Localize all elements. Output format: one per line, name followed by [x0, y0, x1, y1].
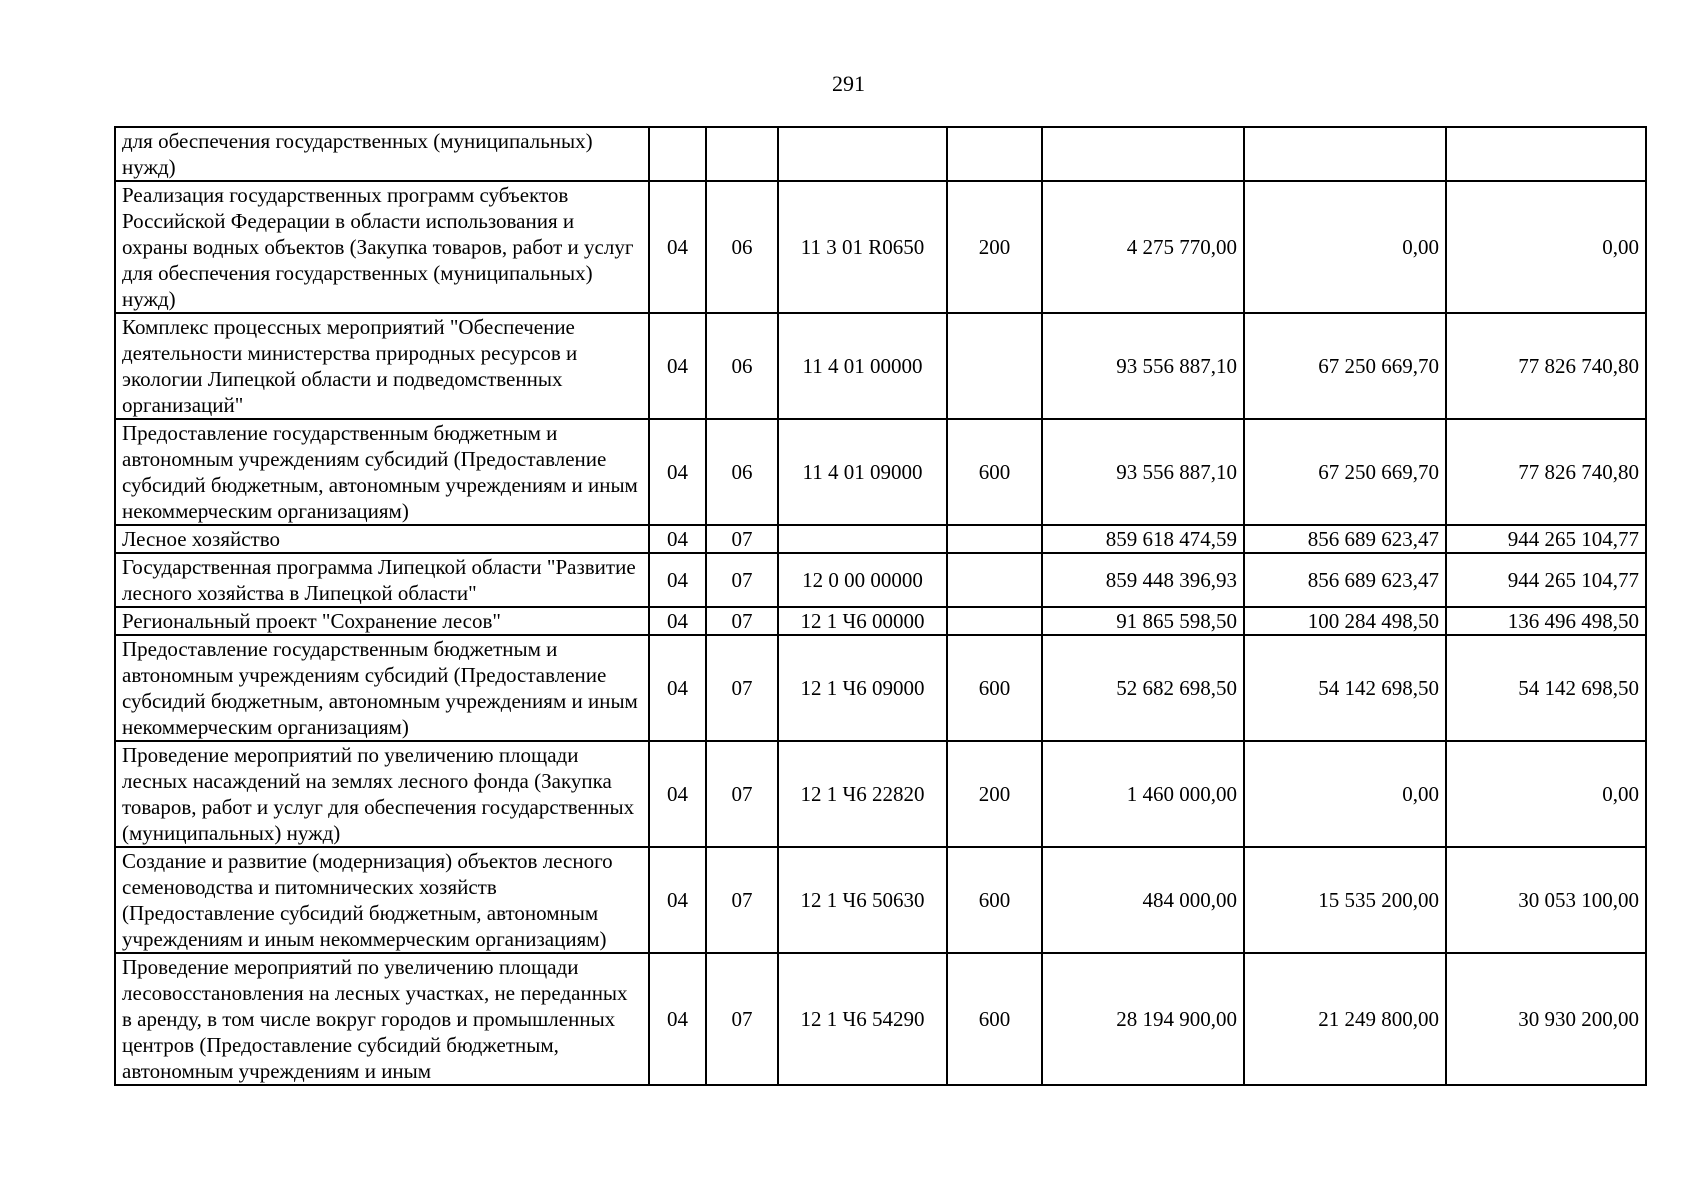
table-row: [115, 181, 1646, 313]
cell-amount-year1: 484 000,00: [1042, 847, 1244, 953]
cell-expense-type: 600: [947, 419, 1042, 525]
cell-description: Проведение мероприятий по увеличению площади лесовосстановления на лесных участках, не переданных в аренду, в том числе вокруг городов и промышленных центров (Предоставление субсидий бюджетным, автономным учреждениям и иным: [115, 953, 649, 1085]
table-row: [115, 127, 1646, 181]
cell-target-article: 12 1 Ч6 09000: [778, 635, 947, 741]
table-row: [115, 741, 1646, 847]
table-row: [115, 525, 1646, 553]
table-row: [115, 419, 1646, 525]
table-row: [115, 635, 1646, 741]
cell-target-article: 12 1 Ч6 54290: [778, 953, 947, 1085]
cell-razdel: 04: [649, 313, 706, 419]
cell-amount-year1: 93 556 887,10: [1042, 313, 1244, 419]
table-row: [115, 847, 1646, 953]
cell-amount-year2: 54 142 698,50: [1244, 635, 1446, 741]
cell-podrazdel: 07: [706, 953, 778, 1085]
cell-razdel: 04: [649, 635, 706, 741]
cell-description: Создание и развитие (модернизация) объектов лесного семеноводства и питомнических хозяйств (Предоставление субсидий бюджетным, автономным учреждениям и иным некоммерческим организациям): [115, 847, 649, 953]
cell-amount-year3: [1446, 127, 1646, 181]
cell-expense-type: [947, 525, 1042, 553]
cell-podrazdel: 07: [706, 607, 778, 635]
cell-amount-year2: 0,00: [1244, 181, 1446, 313]
cell-target-article: 11 4 01 00000: [778, 313, 947, 419]
cell-razdel: 04: [649, 847, 706, 953]
cell-amount-year3: 0,00: [1446, 181, 1646, 313]
cell-amount-year2: 15 535 200,00: [1244, 847, 1446, 953]
cell-expense-type: 600: [947, 635, 1042, 741]
cell-amount-year3: 77 826 740,80: [1446, 313, 1646, 419]
cell-amount-year2: 21 249 800,00: [1244, 953, 1446, 1085]
table-row: [115, 953, 1646, 1085]
table-row: [115, 313, 1646, 419]
cell-amount-year3: 136 496 498,50: [1446, 607, 1646, 635]
cell-description: Реализация государственных программ субъектов Российской Федерации в области использования и охраны водных объектов (Закупка товаров, работ и услуг для обеспечения государственных (муниципальных) нужд): [115, 181, 649, 313]
cell-podrazdel: 06: [706, 419, 778, 525]
cell-expense-type: 600: [947, 847, 1042, 953]
cell-expense-type: [947, 607, 1042, 635]
cell-target-article: 12 0 00 00000: [778, 553, 947, 607]
cell-description: Предоставление государственным бюджетным и автономным учреждениям субсидий (Предоставление субсидий бюджетным, автономным учреждениям и иным некоммерческим организациям): [115, 635, 649, 741]
cell-target-article: 12 1 Ч6 50630: [778, 847, 947, 953]
cell-amount-year1: 859 618 474,59: [1042, 525, 1244, 553]
cell-description: Проведение мероприятий по увеличению площади лесных насаждений на землях лесного фонда (Закупка товаров, работ и услуг для обеспечения государственных (муниципальных) нужд): [115, 741, 649, 847]
cell-expense-type: [947, 553, 1042, 607]
budget-table: [114, 126, 1647, 1086]
cell-description: Государственная программа Липецкой области "Развитие лесного хозяйства в Липецкой области": [115, 553, 649, 607]
cell-podrazdel: 07: [706, 553, 778, 607]
cell-podrazdel: 07: [706, 525, 778, 553]
cell-amount-year3: 30 053 100,00: [1446, 847, 1646, 953]
cell-amount-year1: 91 865 598,50: [1042, 607, 1244, 635]
cell-amount-year1: 4 275 770,00: [1042, 181, 1244, 313]
cell-description: Региональный проект "Сохранение лесов": [115, 607, 649, 635]
page-number: 291: [832, 71, 865, 96]
cell-expense-type: [947, 313, 1042, 419]
cell-target-article: 12 1 Ч6 22820: [778, 741, 947, 847]
cell-razdel: 04: [649, 953, 706, 1085]
cell-amount-year1: [1042, 127, 1244, 181]
table-body: [115, 127, 1646, 1085]
cell-target-article: [778, 525, 947, 553]
cell-target-article: [778, 127, 947, 181]
table-row: [115, 607, 1646, 635]
cell-description: для обеспечения государственных (муниципальных) нужд): [115, 127, 649, 181]
cell-expense-type: 200: [947, 741, 1042, 847]
cell-description: Комплекс процессных мероприятий "Обеспечение деятельности министерства природных ресурсов и экологии Липецкой области и подведомственных организаций": [115, 313, 649, 419]
cell-podrazdel: 07: [706, 847, 778, 953]
cell-razdel: 04: [649, 419, 706, 525]
cell-razdel: 04: [649, 181, 706, 313]
cell-amount-year3: 54 142 698,50: [1446, 635, 1646, 741]
cell-razdel: 04: [649, 741, 706, 847]
cell-amount-year2: 0,00: [1244, 741, 1446, 847]
cell-expense-type: 600: [947, 953, 1042, 1085]
cell-razdel: 04: [649, 553, 706, 607]
cell-amount-year2: [1244, 127, 1446, 181]
cell-razdel: 04: [649, 607, 706, 635]
cell-amount-year3: 0,00: [1446, 741, 1646, 847]
cell-amount-year1: 52 682 698,50: [1042, 635, 1244, 741]
cell-amount-year1: 1 460 000,00: [1042, 741, 1244, 847]
cell-amount-year2: 856 689 623,47: [1244, 525, 1446, 553]
cell-amount-year1: 28 194 900,00: [1042, 953, 1244, 1085]
cell-podrazdel: [706, 127, 778, 181]
cell-podrazdel: 07: [706, 741, 778, 847]
cell-amount-year1: 859 448 396,93: [1042, 553, 1244, 607]
cell-amount-year2: 67 250 669,70: [1244, 419, 1446, 525]
cell-description: Предоставление государственным бюджетным и автономным учреждениям субсидий (Предоставление субсидий бюджетным, автономным учреждениям и иным некоммерческим организациям): [115, 419, 649, 525]
cell-expense-type: [947, 127, 1042, 181]
cell-podrazdel: 06: [706, 313, 778, 419]
cell-expense-type: 200: [947, 181, 1042, 313]
cell-amount-year2: 856 689 623,47: [1244, 553, 1446, 607]
cell-target-article: 11 4 01 09000: [778, 419, 947, 525]
cell-amount-year2: 100 284 498,50: [1244, 607, 1446, 635]
cell-amount-year3: 944 265 104,77: [1446, 525, 1646, 553]
cell-podrazdel: 07: [706, 635, 778, 741]
cell-amount-year3: 944 265 104,77: [1446, 553, 1646, 607]
cell-amount-year2: 67 250 669,70: [1244, 313, 1446, 419]
cell-target-article: 12 1 Ч6 00000: [778, 607, 947, 635]
cell-podrazdel: 06: [706, 181, 778, 313]
cell-amount-year1: 93 556 887,10: [1042, 419, 1244, 525]
cell-razdel: [649, 127, 706, 181]
cell-description: Лесное хозяйство: [115, 525, 649, 553]
cell-amount-year3: 30 930 200,00: [1446, 953, 1646, 1085]
cell-razdel: 04: [649, 525, 706, 553]
table-row: [115, 553, 1646, 607]
cell-target-article: 11 3 01 R0650: [778, 181, 947, 313]
cell-amount-year3: 77 826 740,80: [1446, 419, 1646, 525]
